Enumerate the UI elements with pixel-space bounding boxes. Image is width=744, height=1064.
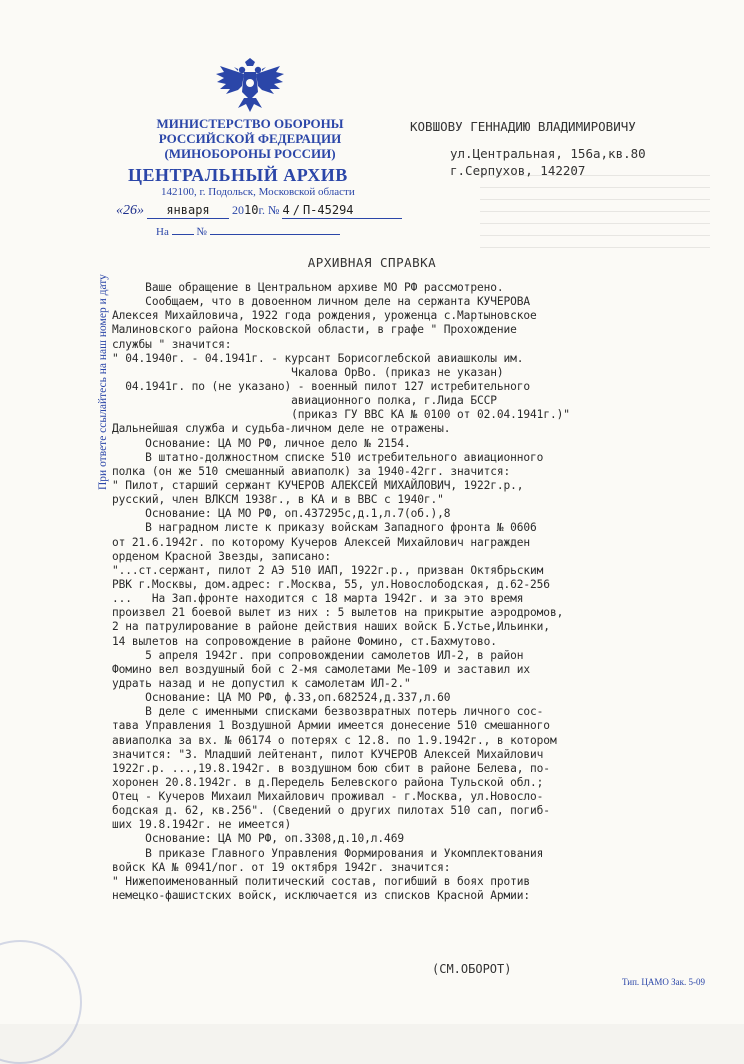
body-line: полка (он же 510 смешанный авиаполк) за 1940-42гг. значится:: [112, 464, 511, 478]
body-line: службы " значится:: [112, 337, 232, 351]
body-line: Ваше обращение в Центральном архиве МО РФ рассмотрено.: [112, 281, 504, 294]
body-line: Основание: ЦА МО РФ, ф.33,оп.682524,д.337,л.60: [112, 691, 451, 705]
body-line: В приказе Главного Управления Формирования и Укомплектования: [112, 846, 544, 860]
body-line: значится: "3. Младший лейтенант, пилот КУЧЕРОВ Алексей Михайлович: [112, 747, 544, 761]
body-line: тава Управления 1 Воздушной Армии имеется донесение 510 смешанного: [112, 719, 550, 733]
ministry-line: МИНИСТЕРСТВО ОБОРОНЫ: [156, 116, 344, 131]
date-day: «26»: [116, 203, 144, 218]
recipient-name: КОВШОВУ ГЕННАДИЮ ВЛАДИМИРОВИЧУ: [410, 119, 636, 134]
body-line: произвел 21 боевой вылет из них : 5 вылетов на прикрытие аэродромов,: [112, 606, 564, 620]
na-label: На: [156, 226, 169, 238]
body-line: 2 на патрулирование в районе действия наших войск Б.Устье,Ильинки,: [112, 620, 550, 634]
body-line: немецко-фашистских войск, исключается из списков Красной Армии:: [112, 889, 531, 903]
body-line: ших 19.8.1942г. не имеется): [112, 818, 292, 832]
body-line: Чкалова ОрВо. (приказ не указан): [112, 365, 504, 379]
faint-stamp-mark: [0, 940, 82, 1064]
body-line: 5 апреля 1942г. при сопровождении самолетов ИЛ-2, в район: [112, 648, 524, 662]
ministry-line: РОССИЙСКОЙ ФЕДЕРАЦИИ: [158, 131, 342, 146]
body-line: авиаполка за вх. № 06174 о потерях с 12.8. по 1.9.1942г., в котором: [112, 733, 557, 747]
body-line: орденом Красной Звезды, записано:: [112, 549, 331, 563]
body-line: Фомино вел воздушный бой с 2-мя самолетами Ме-109 и заставил их: [112, 662, 531, 676]
show-through-text: [480, 175, 710, 255]
body-line: Основание: ЦА МО РФ, оп.437295с,д.1,л.7(об.),8: [112, 507, 451, 521]
body-line: 04.1941г. по (не указано) - военный пилот 127 истребительного: [112, 379, 531, 393]
reply-to-line: [156, 226, 356, 238]
body-line: русский, член ВЛКСМ 1938г., в КА и в ВВС с 1940г.": [112, 493, 444, 507]
ministry-line: (МИНОБОРОНЫ РОССИИ): [164, 146, 336, 161]
body-line: " Нижепоименованный политический состав, погибший в боях против: [112, 874, 531, 888]
body-line: 14 вылетов на сопровождение в районе Фомино, ст.Бахмутово.: [112, 634, 497, 648]
see-reverse-note: (СМ.ОБОРОТ): [432, 962, 512, 976]
date-year-prefix: 20: [232, 203, 244, 217]
number-label: г. №: [258, 203, 280, 217]
document-title: АРХИВНАЯ СПРАВКА: [307, 255, 437, 270]
date-year: 10: [244, 203, 259, 217]
reply-reference-note: При ответе ссылайтесь на наш номер и дату: [97, 274, 109, 490]
body-line: В наградном листе к приказу войскам Западного фронта № 0606: [112, 521, 537, 535]
body-line: Отец - Кучеров Михаил Михайлович проживал - г.Москва, ул.Новосло-: [112, 790, 544, 804]
double-headed-eagle-emblem-icon: [214, 58, 286, 114]
body-line: бодская д. 62, кв.256". (Сведений о других пилотах 510 сап, погиб-: [112, 804, 550, 818]
body-line: хоронен 20.8.1942г. в д.Передель Белевского района Тульской обл.;: [112, 775, 544, 789]
body-line: удрать назад и не допустил к самолетам ИЛ-2.": [112, 676, 411, 690]
recipient-block: [410, 118, 646, 179]
recipient-city: г.Серпухов, 142207: [450, 163, 586, 178]
date-number-line: «26» января 2010г. № 4 / П-45294: [116, 203, 436, 219]
body-line: Малиновского района Московской области, в графе " Прохождение: [112, 323, 517, 337]
ministry-name: [120, 116, 380, 161]
body-line: " Пилот, старший сержант КУЧЕРОВ АЛЕКСЕЙ МИХАЙЛОВИЧ, 1922г.р.,: [112, 478, 524, 492]
na-number-label: №: [196, 226, 207, 238]
body-line: Алексея Михайловича, 1922 года рождения, уроженца с.Мартыновское: [112, 309, 537, 323]
letterhead: [120, 58, 380, 186]
number-part-1: 4: [282, 203, 290, 217]
body-line: В штатно-должностном списке 510 истребительного авиационного: [112, 450, 544, 464]
body-line: "...ст.сержант, пилот 2 АЭ 510 ИАП, 1922г.р., призван Октябрьским: [112, 563, 544, 577]
date-month: января: [166, 203, 210, 217]
body-line: (приказ ГУ ВВС КА № 0100 от 02.04.1941г.)": [112, 408, 570, 422]
archive-name: ЦЕНТРАЛЬНЫЙ АРХИВ: [128, 165, 348, 185]
body-line: " 04.1940г. - 04.1941г. - курсант Борисоглебской авиашколы им.: [112, 351, 524, 365]
print-info: Тип. ЦАМО Зак. 5-09: [622, 977, 706, 987]
number-part-2: П-45294: [302, 203, 354, 217]
body-line: от 21.6.1942г. по которому Кучеров Алексей Михайлович награжден: [112, 535, 531, 549]
body-line: Основание: ЦА МО РФ, оп.3308,д.10,л.469: [112, 832, 404, 846]
archive-address: 142100, г. Подольск, Московской области: [161, 186, 355, 198]
body-line: Дальнейшая служба и судьба-личном деле не отражены.: [112, 422, 451, 436]
body-line: Сообщаем, что в довоенном личном деле на сержанта КУЧЕРОВА: [112, 295, 531, 309]
document-body: [112, 281, 712, 903]
body-line: В деле с именными списками безвозвратных потерь личного сос-: [112, 705, 544, 719]
body-line: ... На Зап.фронте находится с 18 марта 1942г. и за это время: [112, 592, 524, 606]
recipient-street: ул.Центральная, 156а,кв.80: [450, 146, 646, 161]
body-line: 1922г.р. ...,19.8.1942г. в воздушном бою сбит в районе Белева, по-: [112, 761, 550, 775]
body-line: авиационного полка, г.Лида БССР: [112, 394, 497, 408]
body-line: войск КА № 0941/пог. от 19 октября 1942г. значится:: [112, 860, 451, 874]
body-line: Основание: ЦА МО РФ, личное дело № 2154.: [112, 436, 411, 450]
body-line: РВК г.Москвы, дом.адрес: г.Москва, 55, ул.Новослободская, д.62-256: [112, 577, 550, 591]
